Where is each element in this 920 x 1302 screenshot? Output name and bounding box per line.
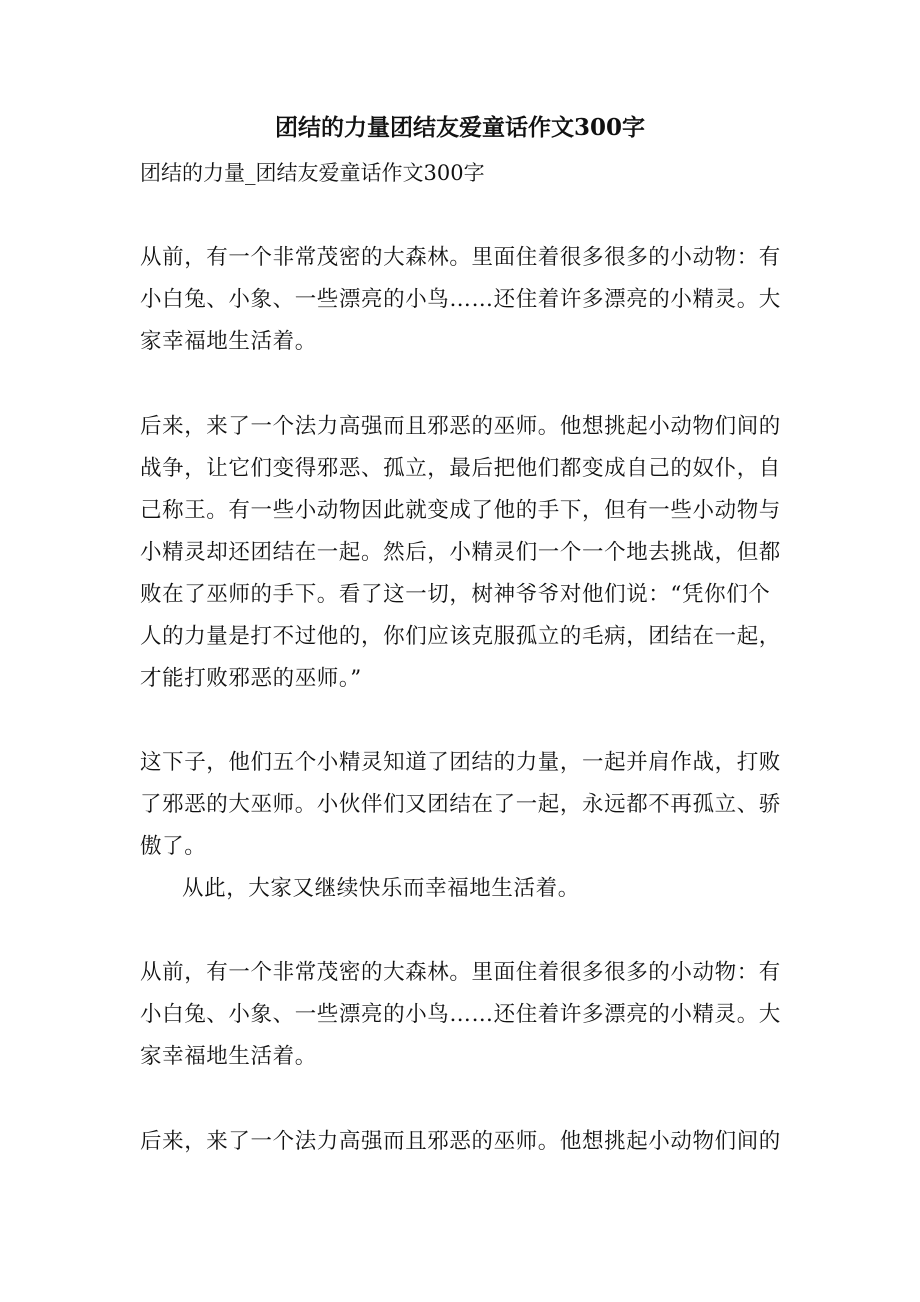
text-line: 小白兔、小象、一些漂亮的小鸟……还住着许多漂亮的小精灵。大 xyxy=(140,287,781,312)
document-title: 团结的力量团结友爱童话作文300字 xyxy=(274,114,645,141)
text-line: 战争，让它们变得邪恶、孤立，最后把他们都变成自己的奴仆，自 xyxy=(140,456,781,481)
paragraph-4 xyxy=(140,868,770,910)
text-line: 人的力量是打不过他的，你们应该克服孤立的毛病，团结在一起， xyxy=(140,624,781,649)
paragraph-5 xyxy=(140,952,781,1078)
text-line: 傲了。 xyxy=(140,834,207,859)
text-line: 小白兔、小象、一些漂亮的小鸟……还住着许多漂亮的小精灵。大 xyxy=(140,1002,781,1027)
paragraph-6 xyxy=(140,1121,781,1163)
text-line: 这下子，他们五个小精灵知道了团结的力量，一起并肩作战，打败 xyxy=(140,750,781,775)
text-line: 从前，有一个非常茂密的大森林。里面住着很多很多的小动物：有 xyxy=(140,960,781,985)
text-line: 后来，来了一个法力高强而且邪恶的巫师。他想挑起小动物们间的 xyxy=(140,1129,781,1154)
text-line: 败在了巫师的手下。看了这一切，树神爷爷对他们说：“凭你们个 xyxy=(140,582,771,607)
paragraph-2 xyxy=(140,406,781,700)
text-line: 了邪恶的大巫师。小伙伴们又团结在了一起，永远都不再孤立、骄 xyxy=(140,792,781,817)
paragraph-3 xyxy=(140,742,781,868)
text-line: 己称王。有一些小动物因此就变成了他的手下，但有一些小动物与 xyxy=(140,498,781,523)
text-line: 后来，来了一个法力高强而且邪恶的巫师。他想挑起小动物们间的 xyxy=(140,414,781,439)
paragraph-1 xyxy=(140,237,781,363)
document-subtitle: 团结的力量_团结友爱童话作文300字 xyxy=(140,161,485,185)
text-line: 从此，大家又继续快乐而幸福地生活着。 xyxy=(182,876,580,901)
text-line: 家幸福地生活着。 xyxy=(140,329,317,354)
text-line: 小精灵却还团结在一起。然后，小精灵们一个一个地去挑战，但都 xyxy=(140,540,781,565)
text-line: 家幸福地生活着。 xyxy=(140,1044,317,1069)
text-line: 从前，有一个非常茂密的大森林。里面住着很多很多的小动物：有 xyxy=(140,245,781,270)
text-line: 才能打败邪恶的巫师。” xyxy=(140,666,362,691)
